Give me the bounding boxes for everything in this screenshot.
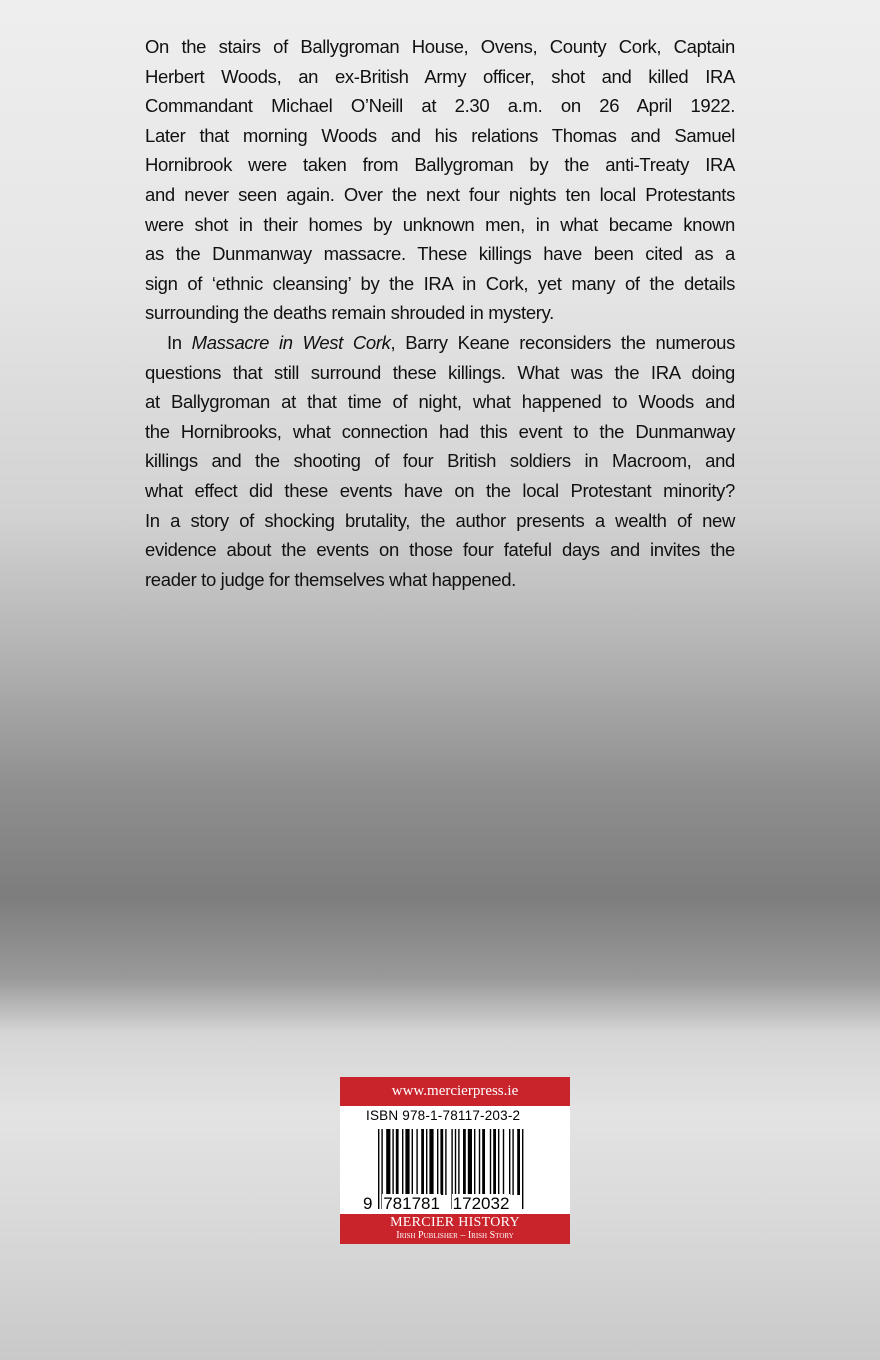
- barcode-bar: [396, 1129, 399, 1195]
- blurb-line: In a story of shocking brutality, the author presents a wealth of new: [145, 509, 735, 531]
- barcode-bar: [468, 1129, 472, 1195]
- barcode-box: [340, 1077, 570, 1244]
- brand-name: MERCIER HISTORY: [390, 1215, 520, 1230]
- blurb-line: Herbert Woods, an ex-British Army officer, shot and killed IRA: [145, 65, 735, 87]
- blurb-line: at Ballygroman at that time of night, what happened to Woods and: [145, 391, 735, 413]
- barcode-bar: [474, 1129, 475, 1195]
- barcode-bar: [429, 1129, 433, 1195]
- barcode-bar: [445, 1129, 446, 1195]
- barcode-bar: [437, 1129, 438, 1195]
- barcode-bar: [463, 1129, 466, 1195]
- isbn-text: ISBN 978-1-78117-203-2: [366, 1108, 521, 1123]
- barcode-bar: [458, 1129, 459, 1195]
- blurb-line: sign of ‘ethnic cleansing’ by the IRA in Cork, yet many of the details: [145, 272, 735, 294]
- barcode-bar: [498, 1129, 499, 1195]
- blurb-line: were shot in their homes by unknown men, in what became known: [145, 213, 735, 235]
- barcode-bar: [482, 1129, 485, 1195]
- blurb-line: the Hornibrooks, what connection had this event to the Dunmanway: [145, 420, 735, 442]
- text: , Barry Keane reconsiders the numerous: [390, 331, 735, 353]
- blurb-line: Commandant Michael O’Neill at 2.30 a.m. on 26 April 1922.: [145, 95, 735, 117]
- barcode-bar: [522, 1129, 523, 1209]
- paragraph-2: [145, 328, 735, 594]
- blurb-line: Later that morning Woods and his relations Thomas and Samuel: [145, 124, 735, 146]
- publisher-url: www.mercierpress.ie: [340, 1077, 570, 1106]
- blurb-line: Hornibrook were taken from Ballygroman by the anti-Treaty IRA: [145, 154, 735, 176]
- barcode-bar: [405, 1129, 409, 1195]
- blurb-line: and never seen again. Over the next four nights ten local Protestants: [145, 183, 735, 205]
- ean-left-digits: 781781: [383, 1194, 440, 1213]
- barcode-bar: [503, 1129, 504, 1195]
- blurb-line: reader to judge for themselves what happened.: [145, 568, 516, 590]
- back-cover-blurb: [145, 32, 735, 594]
- blurb-line: what effect did these events have on the local Protestant minority?: [145, 479, 735, 501]
- book-title: Massacre in West Cork: [191, 331, 391, 353]
- barcode-bar: [402, 1129, 403, 1195]
- barcode-bar: [421, 1129, 424, 1195]
- barcode-bar: [517, 1129, 520, 1195]
- barcode-bar: [440, 1129, 443, 1195]
- barcode-bar: [479, 1129, 480, 1195]
- text: In: [167, 331, 192, 353]
- barcode-bar: [490, 1129, 491, 1195]
- publisher-brand: [340, 1214, 570, 1244]
- barcode-bar: [386, 1129, 390, 1195]
- barcode-bar: [426, 1129, 427, 1195]
- barcode-bar: [416, 1129, 417, 1195]
- ean-right-digits: 172032: [452, 1194, 510, 1213]
- blurb-line: evidence about the events on those four fateful days and invites the: [145, 539, 735, 561]
- barcode-bar: [509, 1129, 510, 1195]
- blurb-line: [145, 328, 735, 358]
- barcode-bar: [392, 1129, 393, 1195]
- blurb-line: surrounding the deaths remain shrouded in mystery.: [145, 302, 554, 324]
- barcode-bar: [412, 1129, 413, 1195]
- barcode-bar: [512, 1129, 513, 1195]
- blurb-line: On the stairs of Ballygroman House, Ovens, County Cork, Captain: [145, 36, 735, 57]
- blurb-line: killings and the shooting of four British soldiers in Macroom, and: [145, 450, 735, 472]
- ean-digits: [362, 1194, 510, 1214]
- ean-first-digit: 9: [363, 1194, 373, 1213]
- paragraph-1: [145, 32, 735, 328]
- blurb-line: as the Dunmanway massacre. These killings have been cited as a: [145, 243, 735, 265]
- barcode-bar: [493, 1129, 496, 1195]
- brand-tagline: Irish Publisher – Irish Story: [396, 1230, 514, 1241]
- blurb-line: questions that still surround these killings. What was the IRA doing: [145, 361, 735, 383]
